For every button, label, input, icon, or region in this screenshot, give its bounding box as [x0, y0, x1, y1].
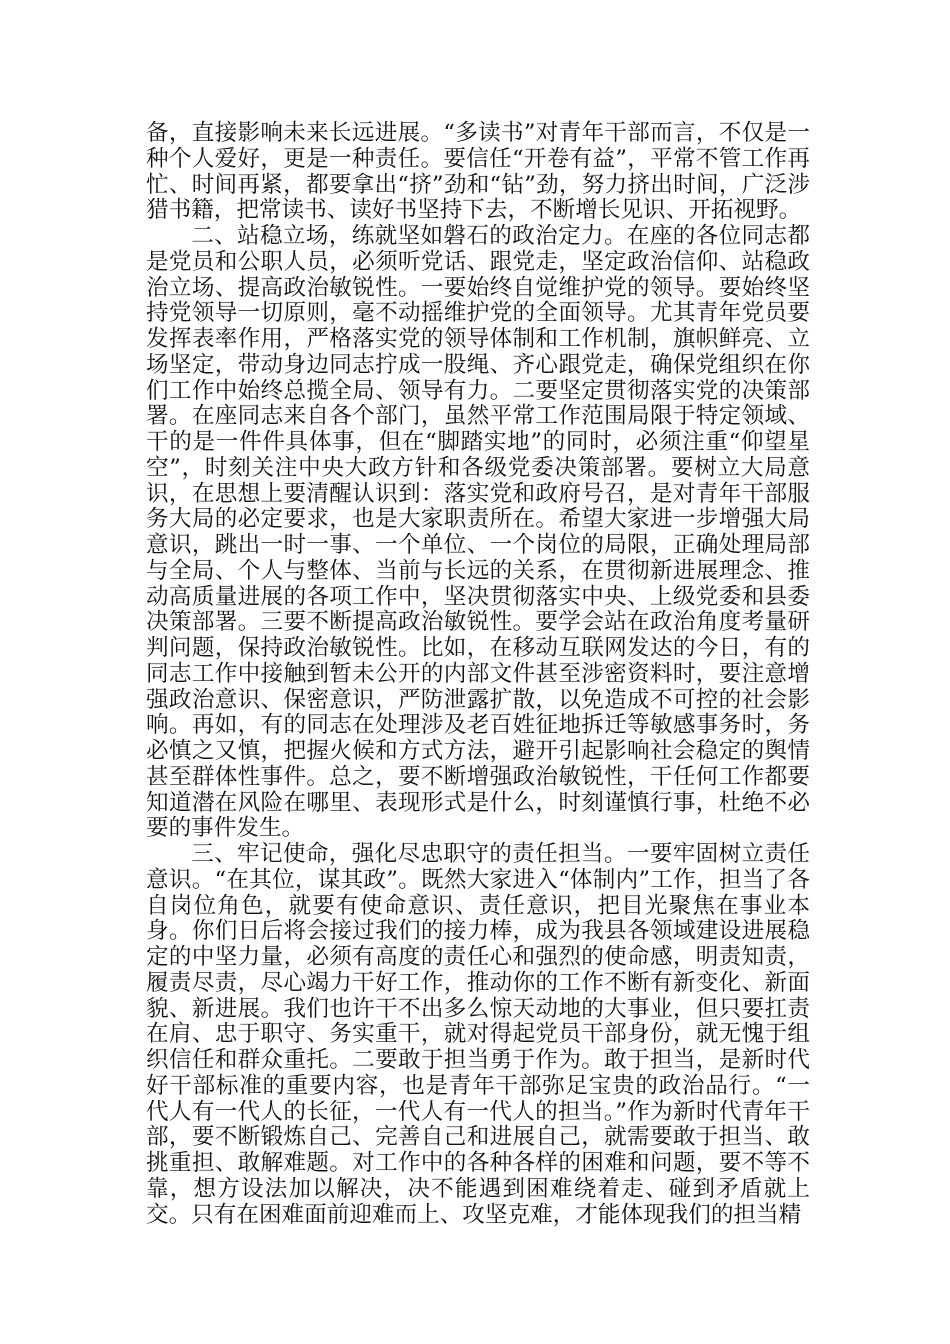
paragraph-1: 备，直接影响未来长远进展。“多读书”对青年干部而言，不仅是一种个人爱好，更是一种责任。要信任“开卷有益”，平常不管工作再忙、时间再紧，都要拿出“挤”劲和“钻”劲，努力挤出时间，广泛涉猎书籍，把常读书、读好书坚持下去，不断增长见识、开拓视野。 — [146, 120, 810, 224]
document-body — [146, 121, 810, 1228]
paragraph-2: 二、站稳立场，练就坚如磐石的政治定力。在座的各位同志都是党员和公职人员，必须听党话、跟党走，坚定政治信仰、站稳政治立场、提高政治敏锐性。一要始终自觉维护党的领导。要始终坚持党领导一切原则，毫不动摇维护党的全面领导。尤其青年党员要发挥表率作用，严格落实党的领导体制和工作机制，旗帜鲜亮、立场坚定，带动身边同志拧成一股绳、齐心跟党走，确保党组织在你们工作中始终总揽全局、领导有力。二要坚定贯彻落实党的决策部署。在座同志来自各个部门，虽然平常工作范围局限于特定领域、干的是一件件具体事，但在“脚踏实地”的同时，必须注重“仰望星空”，时刻关注中央大政方针和各级党委决策部署。要树立大局意识，在思想上要清醒认识到：落实党和政府号召，是对青年干部服务大局的必定要求，也是大家职责所在。希望大家进一步增强大局意识，跳出一时一事、一个单位、一个岗位的局限，正确处理局部与全局、个人与整体、当前与长远的关系，在贯彻新进展理念、推动高质量进展的各项工作中，坚决贯彻落实中央、上级党委和县委决策部署。三要不断提高政治敏锐性。要学会站在政治角度考量研判问题，保持政治敏锐性。比如，在移动互联网发达的今日，有的同志工作中接触到暂未公开的内部文件甚至涉密资料时，要注意增强政治意识、保密意识，严防泄露扩散，以免造成不可控的社会影响。再如，有的同志在处理涉及老百姓征地拆迁等敏感事务时，务必慎之又慎，把握火候和方式方法，避开引起影响社会稳定的舆情甚至群体性事件。总之，要不断增强政治敏锐性，干任何工作都要知道潜在风险在哪里、表现形式是什么，时刻谨慎行事，杜绝不必要的事件发生。 — [146, 223, 810, 842]
paragraph-3: 三、牢记使命，强化尽忠职守的责任担当。一要牢固树立责任意识。“在其位，谋其政”。既然大家进入“体制内”工作，担当了各自岗位角色，就要有使命意识、责任意识，把目光聚焦在事业本身。你们日后将会接过我们的接力棒，成为我县各领域建设进展稳定的中坚力量，必须有高度的责任心和强烈的使命感，明责知责，履责尽责，尽心竭力干好工作，推动你的工作不断有新变化、新面貌、新进展。我们也许干不出多么惊天动地的大事业，但只要扛责在肩、忠于职守、务实重干，就对得起党员干部身份，就无愧于组织信任和群众重托。二要敢于担当勇于作为。敢于担当，是新时代好干部标准的重要内容，也是青年干部弥足宝贵的政治品行。“一代人有一代人的长征，一代人有一代人的担当。”作为新时代青年干部，要不断锻炼自己、完善自己和进展自己，就需要敢于担当、敢挑重担、敢解难题。对工作中的各种各样的困难和问题，要不等不靠，想方设法加以解决，决不能遇到困难绕着走、碰到矛盾就上交。只有在困难面前迎难而上、攻坚克难，才能体现我们的担当精 — [146, 841, 810, 1228]
